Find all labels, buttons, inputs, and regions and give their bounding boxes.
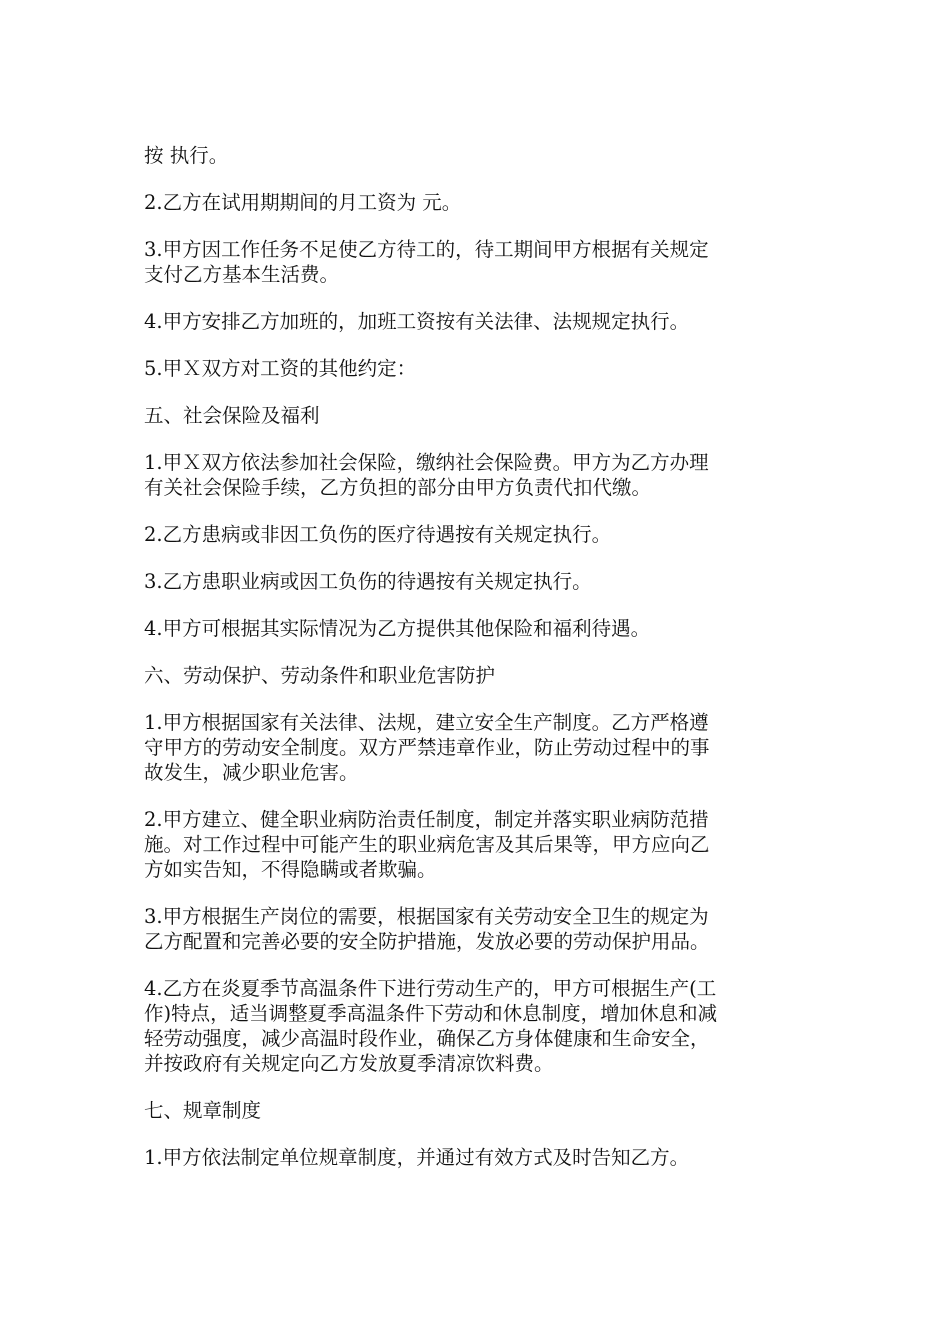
- paragraph-line: 有关社会保险手续，乙方负担的部分由甲方负责代扣代缴。: [144, 476, 652, 499]
- paragraph: [144, 190, 814, 215]
- paragraph-line: 2.甲方建立、健全职业病防治责任制度，制定并落实职业病防范措: [144, 808, 709, 831]
- paragraph-line: 2.乙方在试用期期间的月工资为 元。: [144, 191, 462, 214]
- paragraph-line: 支付乙方基本生活费。: [144, 263, 340, 286]
- paragraph-line: 5.甲Ｘ双方对工资的其他约定：: [144, 357, 417, 380]
- paragraph-line: 3.甲方根据生产岗位的需要，根据国家有关劳动安全卫生的规定为: [144, 905, 709, 928]
- paragraph: [144, 309, 814, 334]
- paragraph-line: 3.乙方患职业病或因工负伤的待遇按有关规定执行。: [144, 570, 592, 593]
- paragraph: [144, 976, 814, 1076]
- paragraph-line: 1.甲Ｘ双方依法参加社会保险，缴纳社会保险费。甲方为乙方办理: [144, 451, 709, 474]
- paragraph-line: 4.甲方安排乙方加班的，加班工资按有关法律、法规规定执行。: [144, 310, 690, 333]
- paragraph: [144, 1098, 814, 1123]
- document-body: [144, 143, 814, 1192]
- paragraph: [144, 237, 814, 287]
- paragraph: [144, 710, 814, 785]
- paragraph: [144, 450, 814, 500]
- paragraph: [144, 616, 814, 641]
- paragraph: [144, 807, 814, 882]
- paragraph-line: 4.甲方可根据其实际情况为乙方提供其他保险和福利待遇。: [144, 617, 651, 640]
- paragraph-line: 故发生，减少职业危害。: [144, 761, 359, 784]
- paragraph-line: 并按政府有关规定向乙方发放夏季清凉饮料费。: [144, 1052, 554, 1075]
- paragraph: [144, 1145, 814, 1170]
- paragraph-line: 轻劳动强度，减少高温时段作业，确保乙方身体健康和生命安全，: [144, 1027, 710, 1050]
- paragraph-line: 施。对工作过程中可能产生的职业病危害及其后果等，甲方应向乙: [144, 833, 710, 856]
- paragraph: [144, 522, 814, 547]
- paragraph-line: 1.甲方根据国家有关法律、法规，建立安全生产制度。乙方严格遵: [144, 711, 709, 734]
- paragraph-line: 2.乙方患病或非因工负伤的医疗待遇按有关规定执行。: [144, 523, 612, 546]
- paragraph-line: 七、规章制度: [144, 1099, 262, 1122]
- paragraph-line: 1.甲方依法制定单位规章制度，并通过有效方式及时告知乙方。: [144, 1146, 690, 1169]
- paragraph-line: 六、劳动保护、劳动条件和职业危害防护: [144, 664, 496, 687]
- paragraph: [144, 403, 814, 428]
- paragraph-line: 3.甲方因工作任务不足使乙方待工的，待工期间甲方根据有关规定: [144, 238, 709, 261]
- paragraph: [144, 569, 814, 594]
- paragraph: [144, 356, 814, 381]
- paragraph-line: 作)特点，适当调整夏季高温条件下劳动和休息制度，增加休息和减: [144, 1002, 718, 1025]
- paragraph-line: 方如实告知，不得隐瞒或者欺骗。: [144, 858, 437, 881]
- paragraph: [144, 143, 814, 168]
- paragraph-line: 五、社会保险及福利: [144, 404, 320, 427]
- paragraph-line: 守甲方的劳动安全制度。双方严禁违章作业，防止劳动过程中的事: [144, 736, 710, 759]
- paragraph-line: 4.乙方在炎夏季节高温条件下进行劳动生产的，甲方可根据生产(工: [144, 977, 717, 1000]
- paragraph: [144, 663, 814, 688]
- paragraph-line: 乙方配置和完善必要的安全防护措施，发放必要的劳动保护用品。: [144, 930, 710, 953]
- paragraph: [144, 904, 814, 954]
- paragraph-line: 按 执行。: [144, 144, 229, 167]
